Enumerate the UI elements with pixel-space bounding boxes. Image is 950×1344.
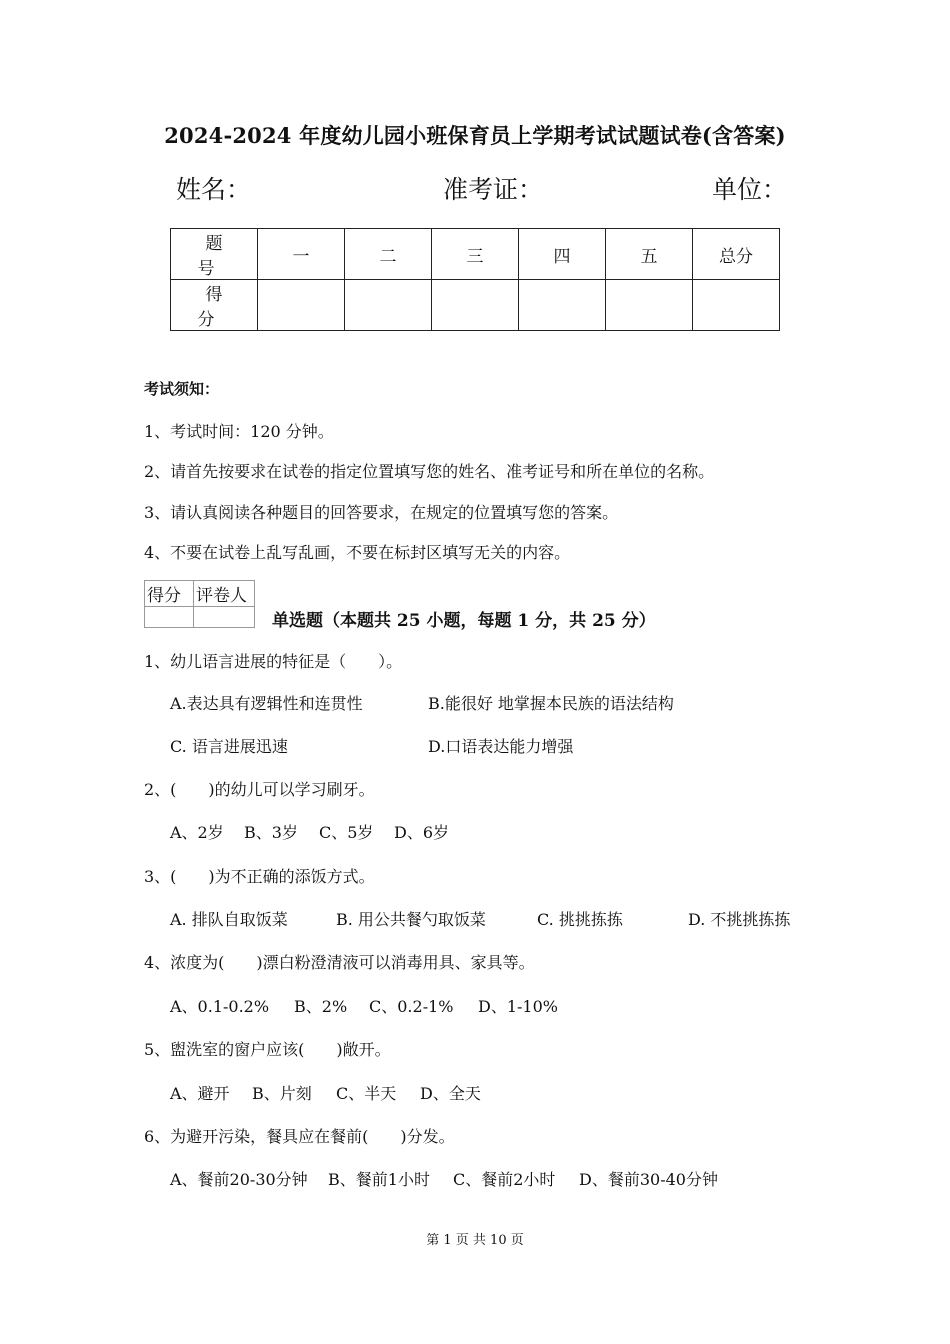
option-c: C、0.2-1% <box>369 997 454 1016</box>
score-table-score-row <box>171 280 780 331</box>
option-d: D、6岁 <box>394 823 450 842</box>
question-stem: 1、幼儿语言进展的特征是（ ）。 <box>144 652 403 671</box>
question-number-label: 题 号 <box>171 229 258 280</box>
option-d: D、餐前30-40分钟 <box>579 1170 718 1189</box>
column-2: 二 <box>345 229 432 280</box>
score-cell <box>432 280 519 331</box>
option-a: A、避开 <box>170 1084 230 1103</box>
document-title: 2024-2024 年度幼儿园小班保育员上学期考试试题试卷(含答案) <box>164 123 786 148</box>
score-cell <box>519 280 606 331</box>
option-a: A、餐前20-30分钟 <box>170 1170 308 1189</box>
page-footer: 第 1 页 共 10 页 <box>426 1233 524 1248</box>
option-b: B、片刻 <box>252 1084 312 1103</box>
score-cell <box>345 280 432 331</box>
option-b: B、3岁 <box>244 823 298 842</box>
question-stem: 2、( )的幼儿可以学习刷牙。 <box>144 780 375 799</box>
grader-box <box>144 580 255 628</box>
option-c: C. 挑挑拣拣 <box>537 910 623 929</box>
column-5: 五 <box>606 229 693 280</box>
notice-item: 4、不要在试卷上乱写乱画，不要在标封区填写无关的内容。 <box>144 543 571 562</box>
score-cell <box>258 280 345 331</box>
name-field-label: 姓名： <box>176 175 252 204</box>
option-a: A.表达具有逻辑性和连贯性 <box>170 694 363 713</box>
grader-name-label: 评卷人 <box>194 581 255 607</box>
column-1: 一 <box>258 229 345 280</box>
question-stem: 5、盥洗室的窗户应该( )敞开。 <box>144 1040 391 1059</box>
option-a: A、0.1-0.2% <box>170 997 270 1016</box>
score-table <box>170 228 780 331</box>
column-3: 三 <box>432 229 519 280</box>
exam-id-field-label: 准考证： <box>443 175 544 204</box>
grader-score-cell <box>145 607 194 628</box>
option-c: C、半天 <box>336 1084 397 1103</box>
option-d: D、全天 <box>420 1084 481 1103</box>
column-total: 总分 <box>693 229 780 280</box>
notice-item: 1、考试时间：120 分钟。 <box>144 422 334 441</box>
option-a: A. 排队自取饭菜 <box>170 910 288 929</box>
option-b: B、2% <box>294 997 348 1016</box>
option-d: D.口语表达能力增强 <box>428 737 574 756</box>
notice-item: 3、请认真阅读各种题目的回答要求，在规定的位置填写您的答案。 <box>144 503 619 522</box>
option-a: A、2岁 <box>170 823 224 842</box>
question-stem: 4、浓度为( )漂白粉澄清液可以消毒用具、家具等。 <box>144 953 535 972</box>
notice-item: 2、请首先按要求在试卷的指定位置填写您的姓名、准考证号和所在单位的名称。 <box>144 462 715 481</box>
option-d: D. 不挑挑拣拣 <box>688 910 791 929</box>
option-b: B、餐前1小时 <box>328 1170 430 1189</box>
unit-field-label: 单位： <box>712 175 788 204</box>
score-table-header-row <box>171 229 780 280</box>
option-b: B.能很好 地掌握本民族的语法结构 <box>428 694 674 713</box>
grader-name-cell <box>194 607 255 628</box>
option-d: D、1-10% <box>478 997 558 1016</box>
question-stem: 3、( )为不正确的添饭方式。 <box>144 867 375 886</box>
option-c: C. 语言进展迅速 <box>170 737 288 756</box>
option-c: C、5岁 <box>319 823 374 842</box>
score-label: 得 分 <box>171 280 258 331</box>
section-heading: 单选题（本题共 25 小题，每题 1 分，共 25 分） <box>272 611 656 631</box>
grader-score-label: 得分 <box>145 581 194 607</box>
question-stem: 6、为避开污染，餐具应在餐前( )分发。 <box>144 1127 455 1146</box>
option-b: B. 用公共餐勺取饭菜 <box>336 910 486 929</box>
column-4: 四 <box>519 229 606 280</box>
option-c: C、餐前2小时 <box>453 1170 556 1189</box>
score-cell <box>693 280 780 331</box>
score-cell <box>606 280 693 331</box>
notice-heading: 考试须知： <box>144 380 220 398</box>
